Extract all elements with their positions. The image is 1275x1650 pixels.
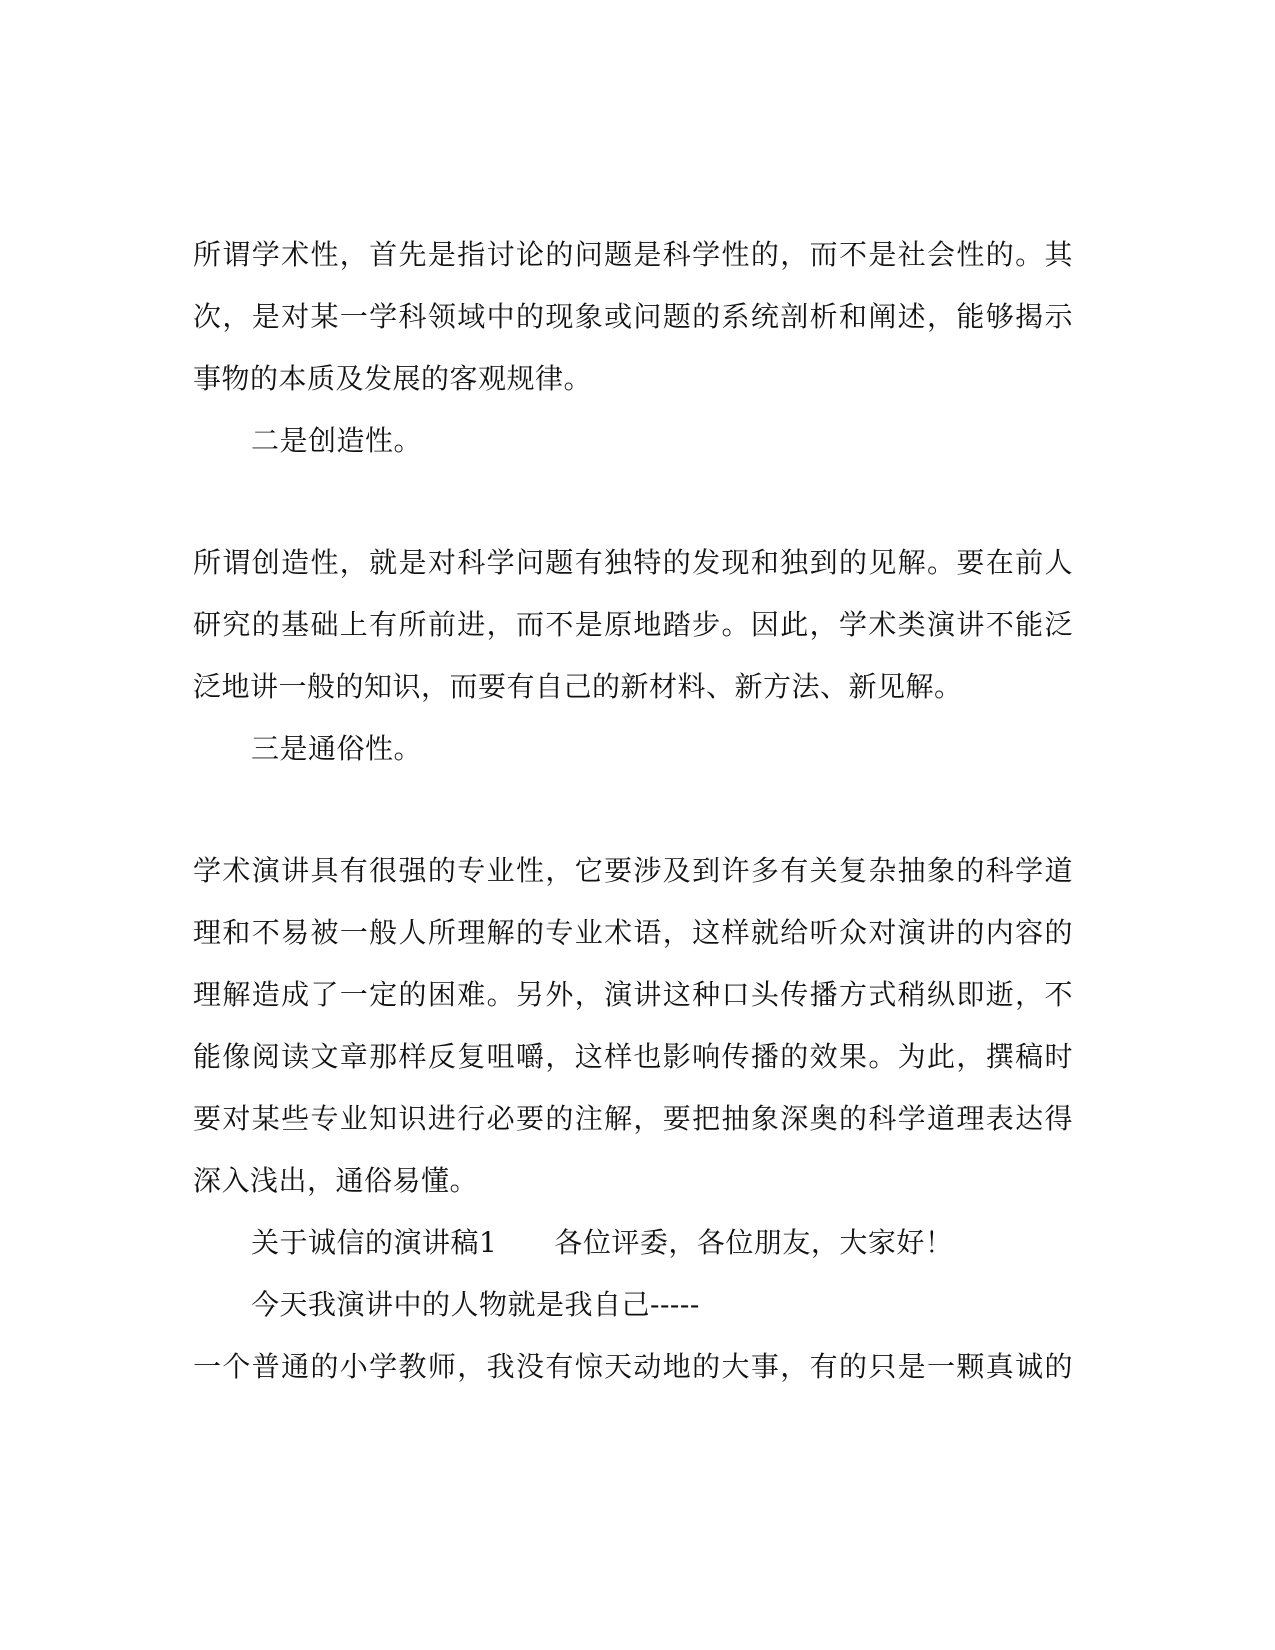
paragraph-line: 学术演讲具有很强的专业性，它要涉及到许多有关复杂抽象的科学道	[193, 854, 1073, 887]
paragraph-line: 理解造成了一定的困难。另外，演讲这种口头传播方式稍纵即逝，不	[193, 978, 1073, 1011]
paragraph-line: 研究的基础上有所前进，而不是原地踏步。因此，学术类演讲不能泛	[193, 608, 1073, 641]
paragraph-line: 能像阅读文章那样反复咀嚼，这样也影响传播的效果。为此，撰稿时	[193, 1040, 1073, 1073]
section-heading: 三是通俗性。	[251, 732, 423, 765]
section-heading: 二是创造性。	[251, 424, 423, 457]
paragraph-line: 一个普通的小学教师，我没有惊天动地的大事，有的只是一颗真诚的	[193, 1350, 1073, 1383]
paragraph-line: 理和不易被一般人所理解的专业术语，这样就给听众对演讲的内容的	[193, 916, 1073, 949]
paragraph-line: 次，是对某一学科领域中的现象或问题的系统剖析和阐述，能够揭示	[193, 300, 1073, 333]
speech-title-line: 关于诚信的演讲稿1 各位评委，各位朋友，大家好！	[251, 1226, 954, 1259]
paragraph-line: 事物的本质及发展的客观规律。	[193, 362, 593, 395]
paragraph-line: 要对某些专业知识进行必要的注解，要把抽象深奥的科学道理表达得	[193, 1102, 1073, 1135]
paragraph-line: 深入浅出，通俗易懂。	[193, 1164, 479, 1197]
paragraph-line: 今天我演讲中的人物就是我自己-----	[251, 1288, 700, 1321]
paragraph-line: 所谓创造性，就是对科学问题有独特的发现和独到的见解。要在前人	[193, 546, 1073, 579]
paragraph-line: 泛地讲一般的知识，而要有自己的新材料、新方法、新见解。	[193, 670, 963, 703]
paragraph-line: 所谓学术性，首先是指讨论的问题是科学性的，而不是社会性的。其	[193, 238, 1073, 271]
